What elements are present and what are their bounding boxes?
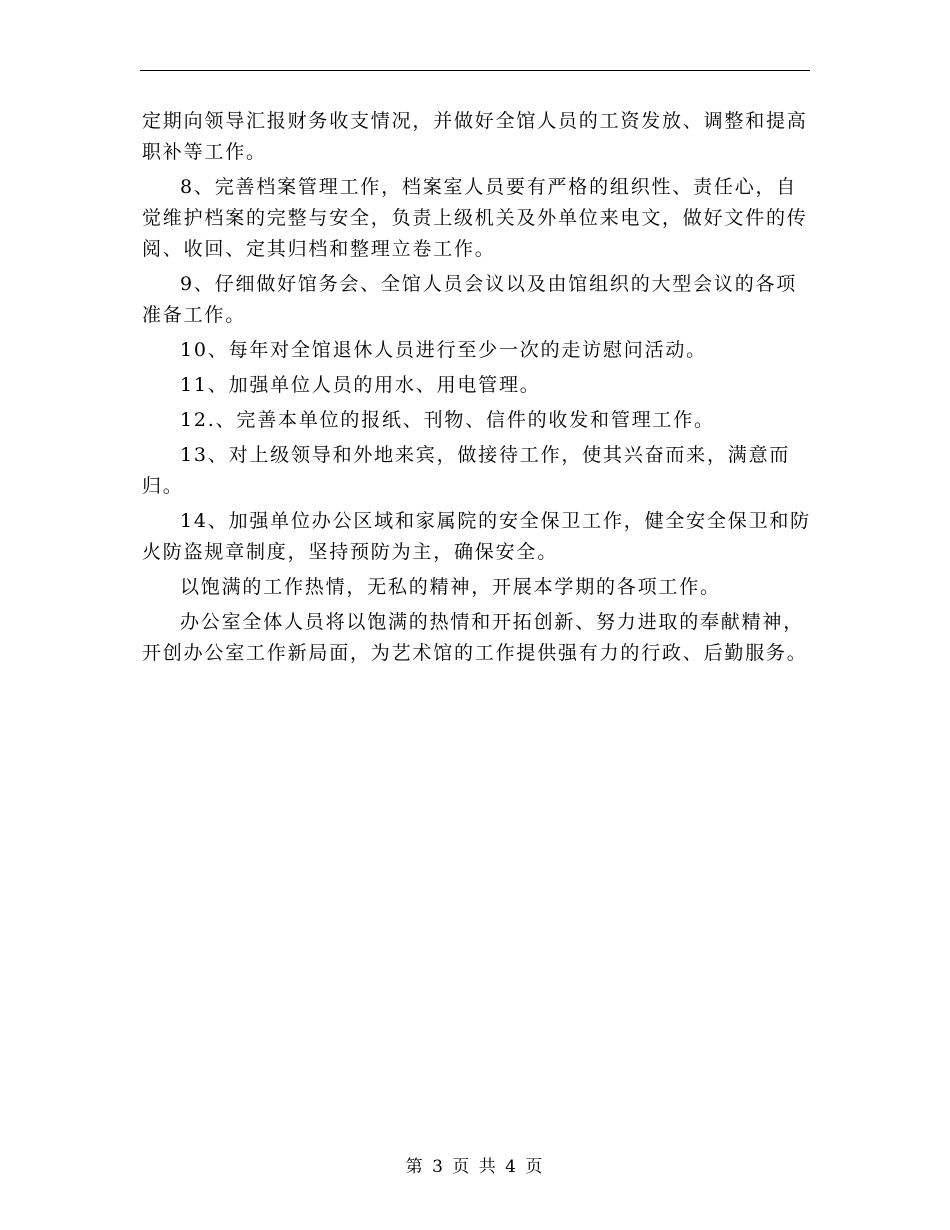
paragraph-item-11: 11、加强单位人员的用水、用电管理。 [180, 374, 541, 396]
page-number: 第 3 页 共 4 页 [405, 1157, 545, 1177]
paragraph-item-9: 9、仔细做好馆务会、全馆人员会议以及由馆组织的大型会议的各项准备工作。 [142, 273, 798, 326]
document-body [142, 106, 814, 673]
paragraph-work-spirit: 以饱满的工作热情，无私的精神，开展本学期的各项工作。 [180, 576, 721, 598]
header-rule [140, 70, 810, 71]
paragraph-item-14: 14、加强单位办公区域和家属院的安全保卫工作，健全安全保卫和防火防盗规章制度，坚持预防为主，确保安全。 [142, 510, 811, 563]
paragraph-item-10: 10、每年对全馆退休人员进行至少一次的走访慰问活动。 [180, 339, 707, 361]
paragraph-item-12: 12.、完善本单位的报纸、刊物、信件的收发和管理工作。 [180, 409, 715, 431]
paragraph-item-13: 13、对上级领导和外地来宾，做接待工作，使其兴奋而来，满意而归。 [142, 444, 791, 497]
paragraph-salary: 定期向领导汇报财务收支情况，并做好全馆人员的工资发放、调整和提高职补等工作。 [142, 110, 808, 163]
paragraph-item-8: 8、完善档案管理工作，档案室人员要有严格的组织性、责任心，自觉维护档案的完整与安全，负责上级机关及外单位来电文，做好文件的传阅、收回、定其归档和整理立卷工作。 [142, 176, 808, 260]
paragraph-closing: 办公室全体人员将以饱满的热情和开拓创新、努力进取的奉献精神，开创办公室工作新局面，为艺术馆的工作提供强有力的行政、后勤服务。 [142, 611, 808, 664]
